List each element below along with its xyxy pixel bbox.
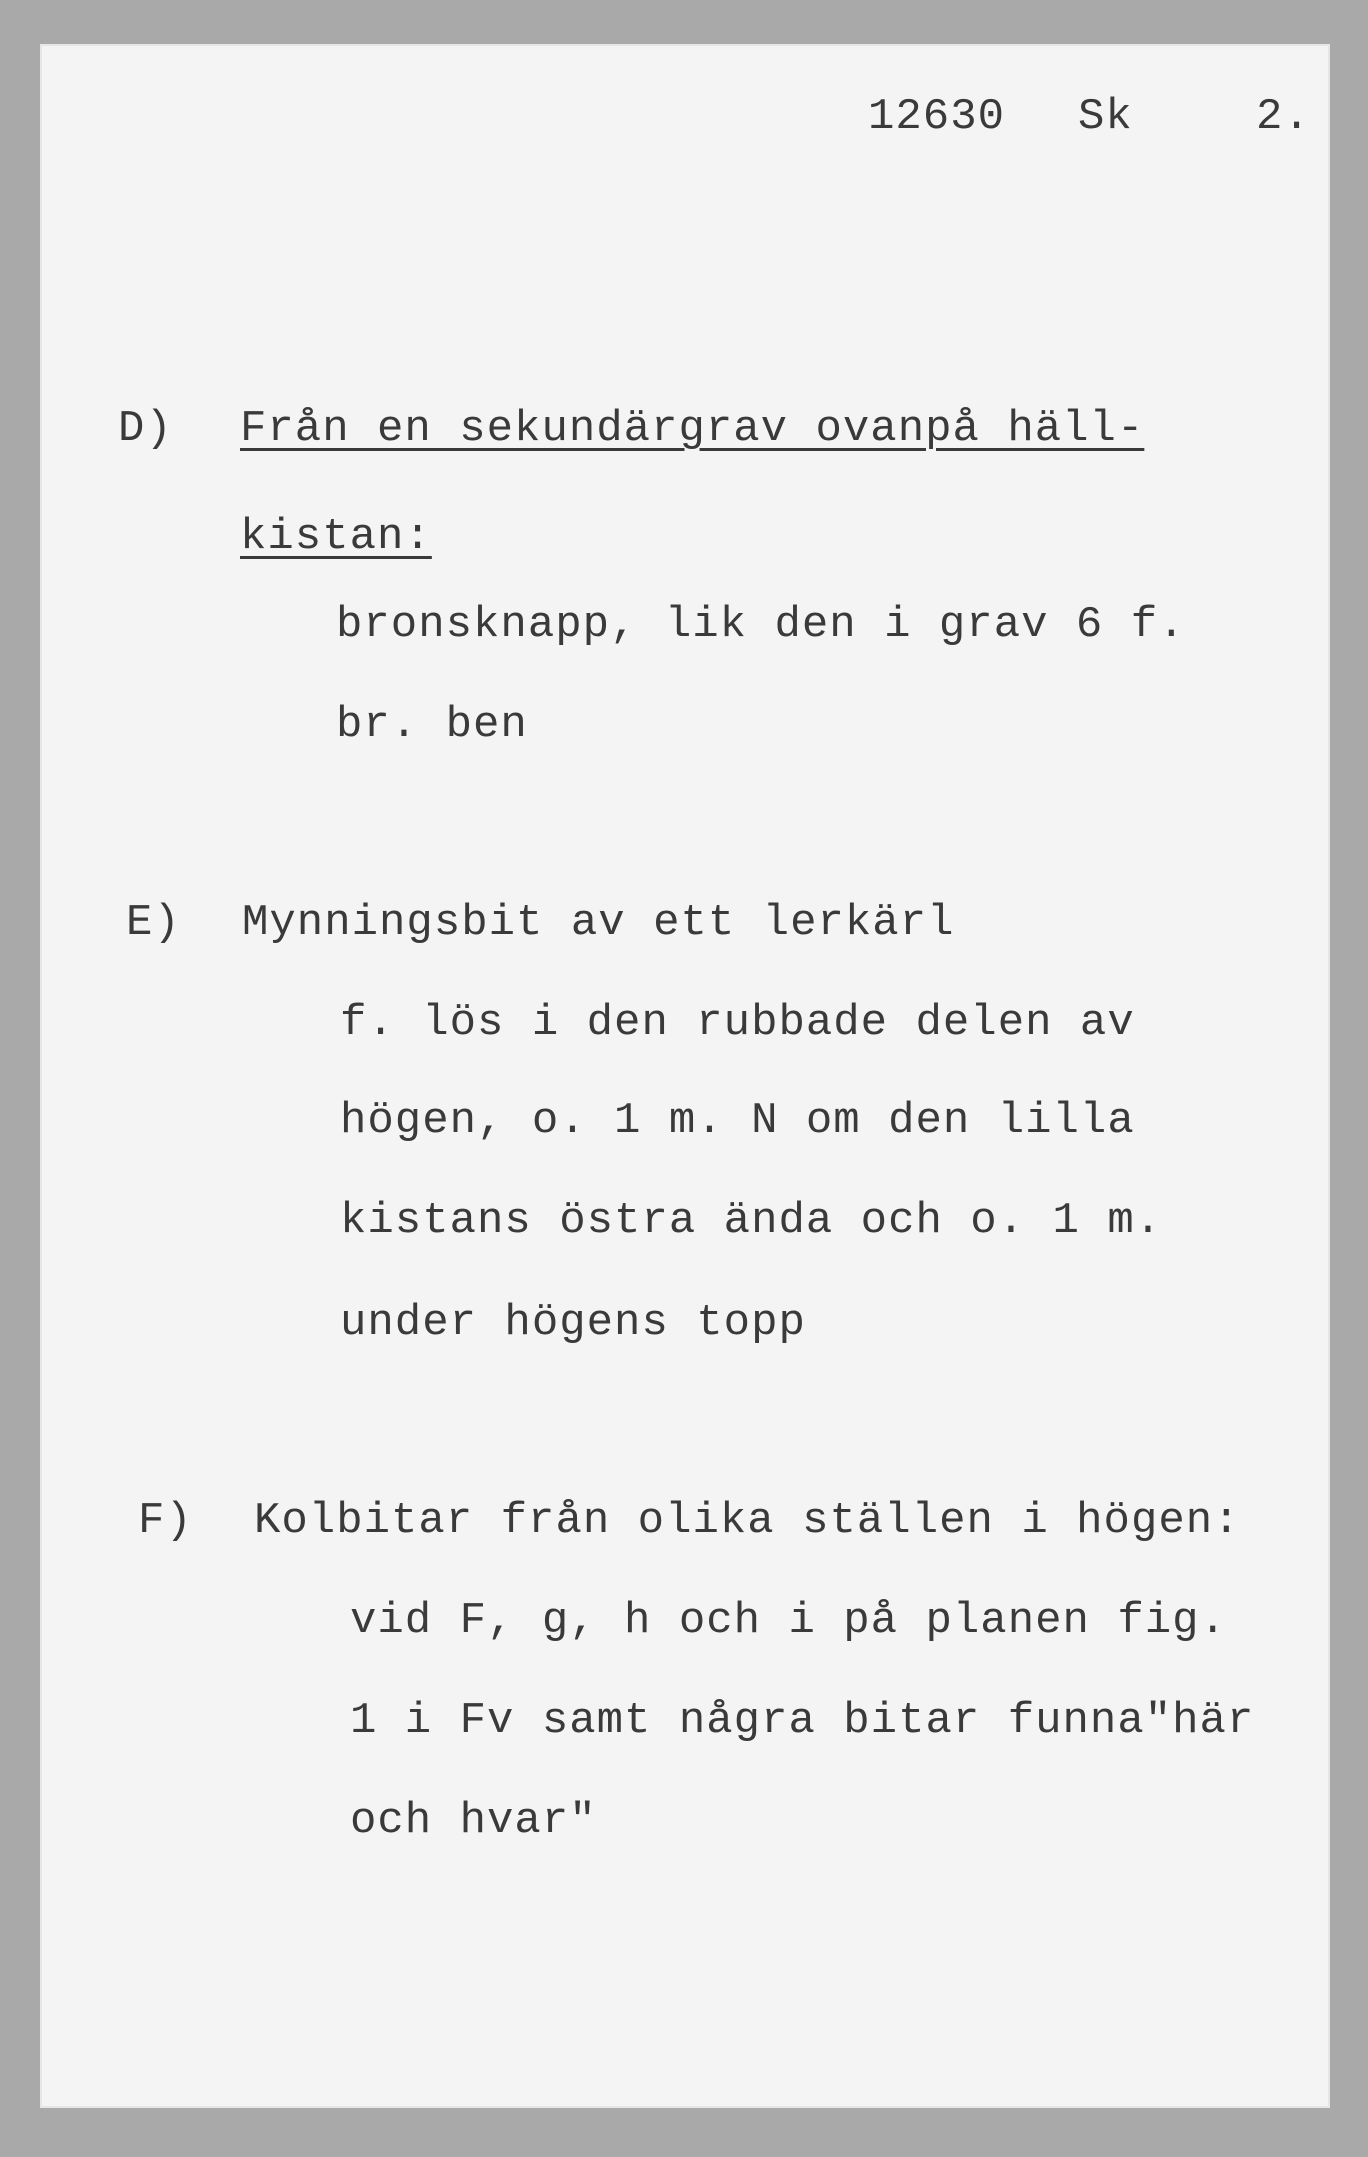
section-d-line2: br. ben — [336, 700, 528, 750]
section-e-marker: E) — [126, 898, 181, 948]
catalog-number: 12630 — [868, 92, 1006, 142]
section-e-line4: under högens topp — [340, 1298, 806, 1348]
section-f-line1: vid F, g, h och i på planen fig. — [350, 1596, 1227, 1646]
catalog-code: Sk — [1078, 92, 1133, 142]
section-d-title-line2: kistan: — [240, 512, 432, 562]
page-number: 2. — [1256, 92, 1311, 142]
section-f-title-line1: Kolbitar från olika ställen i högen: — [254, 1496, 1241, 1546]
section-f-marker: F) — [138, 1496, 193, 1546]
section-e-line1: f. lös i den rubbade delen av — [340, 998, 1135, 1048]
section-f-line3: och hvar" — [350, 1796, 597, 1846]
section-e-line2: högen, o. 1 m. N om den lilla — [340, 1096, 1135, 1146]
section-f-line2: 1 i Fv samt några bitar funna"här — [350, 1696, 1255, 1746]
section-d-marker: D) — [118, 404, 173, 454]
section-d-line1: bronsknapp, lik den i grav 6 f. — [336, 600, 1186, 650]
section-e-line3: kistans östra ända och o. 1 m. — [340, 1196, 1163, 1246]
section-d-title-line1: Från en sekundärgrav ovanpå häll- — [240, 404, 1145, 454]
section-e-title-line1: Mynningsbit av ett lerkärl — [242, 898, 955, 948]
index-card — [40, 44, 1330, 2108]
